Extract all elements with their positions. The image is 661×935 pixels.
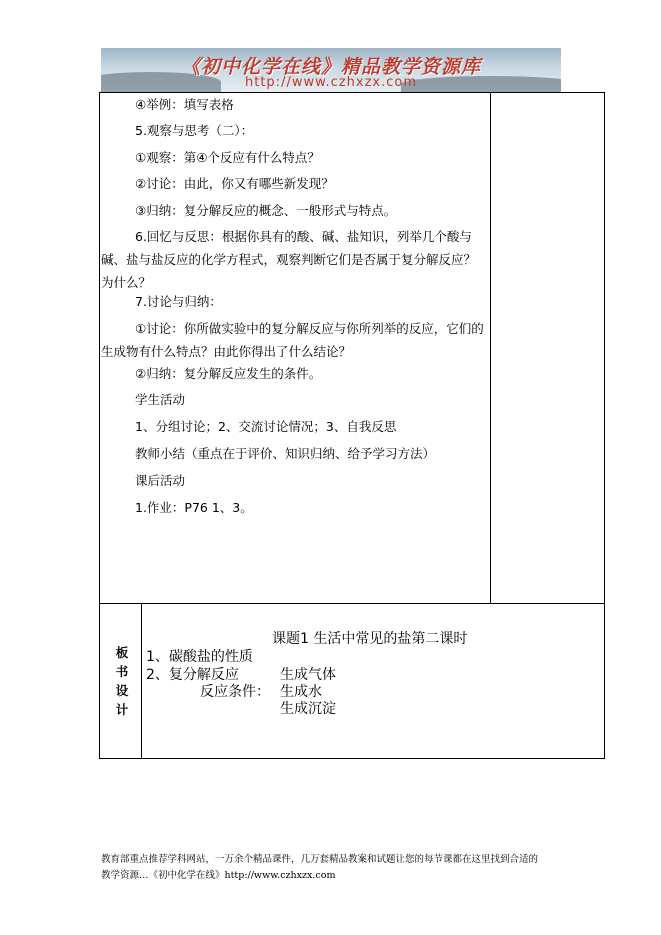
board-item-carbonate: 1、碳酸盐的性质 bbox=[146, 649, 253, 665]
banner-title: 《初中化学在线》精品教学资源库 bbox=[180, 56, 481, 78]
lesson-line: 5.观察与思考（二）： bbox=[135, 123, 254, 138]
board-label-char: 书 bbox=[115, 664, 129, 679]
board-label-char: 设 bbox=[115, 683, 129, 698]
board-item-double-decomposition: 2、复分解反应 bbox=[146, 667, 239, 683]
board-result-gas: 生成气体 bbox=[280, 667, 336, 683]
lesson-paragraph: ①讨论：你所做实验中的复分解反应与你所列举的反应，它们的生成物有什么特点？由此你得出了什么结论？ bbox=[101, 321, 484, 359]
board-design-label bbox=[113, 643, 131, 719]
banner-url[interactable]: http://www.czhxzx.com bbox=[245, 75, 417, 90]
lesson-line: ①观察：第④个反应有什么特点？ bbox=[135, 150, 320, 165]
board-title: 课题1 生活中常见的盐第二课时 bbox=[272, 631, 468, 647]
board-label-divider bbox=[141, 603, 142, 759]
lesson-line: 1.作业：P76 1、3。 bbox=[135, 500, 253, 515]
lesson-line: 7.讨论与归纳： bbox=[135, 294, 222, 309]
lesson-line: ④举例：填写表格 bbox=[135, 97, 234, 112]
lesson-line: ②归纳：复分解反应发生的条件。 bbox=[135, 366, 322, 381]
board-condition-label: 反应条件： bbox=[200, 684, 270, 700]
lesson-line: 学生活动 bbox=[135, 392, 186, 407]
lesson-line: ②讨论：由此，你又有哪些新发现？ bbox=[135, 176, 334, 191]
board-label-char: 计 bbox=[115, 702, 129, 717]
board-result-water: 生成水 bbox=[280, 684, 322, 700]
footer-line-2[interactable]: 教学资源…《初中化学在线》http://www.czhxzx.com bbox=[101, 870, 336, 881]
board-result-precipitate: 生成沉淀 bbox=[280, 701, 336, 717]
lesson-paragraph: 6.回忆与反思：根据你具有的酸、碱、盐知识，列举几个酸与碱、盐与盐反应的化学方程式，观察判断它们是否属于复分解反应？为什么？ bbox=[101, 229, 477, 290]
lesson-line: 教师小结（重点在于评价、知识归纳、给予学习方法） bbox=[135, 446, 436, 461]
footer-line-1: 教育部重点推荐学科网站，一万余个精品课件，几万套精品教案和试题让您的每节课都在这里找到合适的 bbox=[101, 854, 539, 865]
table-row-divider bbox=[99, 603, 605, 604]
lesson-line: 课后活动 bbox=[135, 473, 186, 488]
table-right-column-divider bbox=[490, 92, 491, 603]
lesson-line: 1、分组讨论；2、交流讨论情况；3、自我反思 bbox=[135, 419, 397, 434]
lesson-line: ③归纳：复分解反应的概念、一般形式与特点。 bbox=[135, 203, 397, 218]
header-banner bbox=[101, 48, 561, 92]
page-footer bbox=[101, 852, 581, 884]
board-label-char: 板 bbox=[115, 645, 129, 660]
